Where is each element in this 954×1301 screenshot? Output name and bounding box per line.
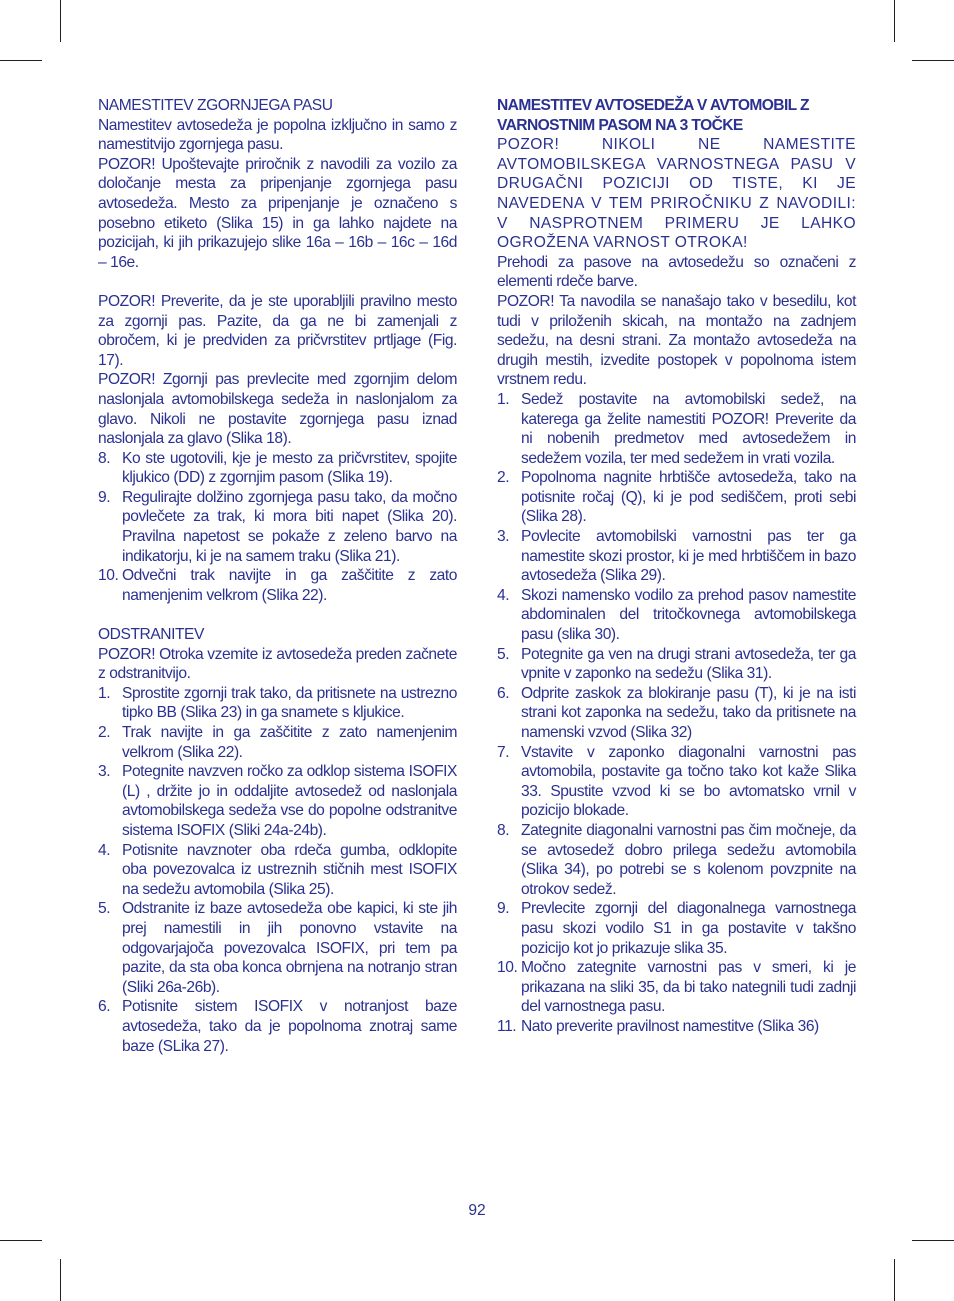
list-number: 7. xyxy=(497,743,510,761)
list-text: Sedež postavite na avtomobilski sedež, na katerega ga želite namestiti POZOR! Preverite da ni nobenih predmetov med avtosedežem in sedežem vozila, ter med sedežem in vrati vozila. xyxy=(521,390,856,467)
warning-paragraph: POZOR! Ta navodila se nanašajo tako v besedilu, kot tudi v priloženih skicah, na montažo na zadnjem sedežu, na desni strani. Za montažo avtosedeža na drugih mestih, izvedite postopek v popolnoma istem vrstnem redu. xyxy=(497,292,856,389)
list-item xyxy=(98,449,457,488)
paragraph: Namestitev avtosedeža je popolna izključno in samo z namestitvijo zgornjega pasu. xyxy=(98,116,457,154)
list-number: 9. xyxy=(98,488,111,506)
list-text: Trak navijte in ga zaščitite z zato namenjenim velkrom (Slika 22). xyxy=(122,724,457,761)
list-number: 10. xyxy=(497,959,518,977)
list-item xyxy=(497,645,856,684)
left-column xyxy=(98,96,457,1056)
list-text: Potisnite sistem ISOFIX v notranjost baze avtosedeža, tako da je popolnoma znotraj same baze (SLika 27). xyxy=(122,998,457,1055)
crop-mark xyxy=(0,1240,42,1241)
installation-steps-list xyxy=(497,390,856,1037)
list-item xyxy=(497,684,856,743)
list-text: Zategnite diagonalni varnostni pas čim močneje, da se avtosedež dobro prilega sedežu avtomobila (Slika 34), po potrebi se s kolenom povzpnite na otrokov sedež. xyxy=(521,821,856,898)
steps-list xyxy=(98,449,457,606)
warning-paragraph: POZOR! Preverite, da je ste uporabljili pravilno mesto za zgornji pas. Pazite, da ga ne bi zamenjali z obročem, ki je predviden za pričvrstitev prtljage (Fig. 17). xyxy=(98,292,457,369)
crop-mark xyxy=(60,1259,61,1301)
list-item xyxy=(98,762,457,840)
crop-mark xyxy=(0,60,42,61)
crop-mark xyxy=(894,0,895,42)
list-number: 1. xyxy=(497,390,510,408)
list-item xyxy=(98,997,457,1056)
list-text: Sprostite zgornji trak tako, da pritisnete na ustrezno tipko BB (Slika 23) in ga snamete s kljukice. xyxy=(122,684,457,722)
list-number: 6. xyxy=(497,684,510,702)
crop-mark xyxy=(894,1259,895,1301)
list-text: Regulirajte dolžino zgornjega pasu tako, da močno povlečete za trak, ki mora biti napet (Slika 20). Pravilna napetost se pokaže z zeleno barvo na indikatorju, ki je na samem traku (Slika 21). xyxy=(122,488,457,565)
list-number: 11. xyxy=(497,1017,517,1035)
list-item xyxy=(497,958,856,1017)
paragraph: Prehodi za pasove na avtosedežu so označeni z elementi rdeče barve. xyxy=(497,253,856,291)
spacer xyxy=(98,605,457,625)
list-item xyxy=(98,841,457,900)
list-item xyxy=(98,723,457,762)
removal-steps-list xyxy=(98,684,457,1056)
list-text: Močno zategnite varnostni pas v smeri, ki je prikazana na sliki 35, da bi tako nategnili tudi zadnji del varnostnega pasu. xyxy=(521,959,856,1016)
section-heading-upper-belt: NAMESTITEV ZGORNJEGA PASU xyxy=(98,97,333,114)
list-item xyxy=(497,743,856,821)
list-number: 5. xyxy=(497,645,510,663)
list-text: Potisnite navznoter oba rdeča gumba, odklopite oba povezovalca iz ustreznih stičnih mest ISOFIX na sedežu avtomobila (Slika 25). xyxy=(122,841,457,898)
list-text: Nato preverite pravilnost namestitve (Slika 36) xyxy=(521,1017,819,1035)
list-text: Potegnite navzven ročko za odklop sistema ISOFIX (L) , držite jo in oddaljite avtosedež od naslonjala avtomobilskega sedeža vse do popolne odstranitve sistema ISOFIX (Sliki 24a-24b). xyxy=(122,763,457,839)
list-item xyxy=(497,1017,856,1037)
section-heading-removal: ODSTRANITEV xyxy=(98,626,204,644)
list-number: 3. xyxy=(497,528,510,546)
right-column xyxy=(497,96,856,1037)
list-number: 8. xyxy=(497,821,510,839)
list-item xyxy=(98,566,457,605)
crop-mark xyxy=(912,1240,954,1241)
list-item xyxy=(98,684,457,723)
list-number: 2. xyxy=(497,469,510,487)
list-number: 8. xyxy=(98,449,111,467)
list-text: Potegnite ga ven na drugi strani avtosedeža, ter ga vpnite v zaponko na sedežu (Slika 31). xyxy=(521,645,856,683)
list-text: Vstavite v zaponko diagonalni varnostni pas avtomobila, postavite ga točno tako kot kaže Slika 33. Spustite vzvod ki se bo avtomatsko vrnil v pozicijo blokade. xyxy=(521,743,856,820)
list-number: 2. xyxy=(98,724,111,741)
warning-paragraph: POZOR! Otroka vzemite iz avtosedeža preden začnete z odstranitvijo. xyxy=(98,645,457,683)
list-text: Prevlecite zgornji del diagonalnega varnostnega pasu skozi vodilo S1 in ga postavite v takšno pozicijo kot jo prikazuje slika 35. xyxy=(521,900,856,957)
list-text: Odstranite iz baze avtosedeža obe kapici, ki ste jih prej namestili in jih ponovno vstavite na odgovarjajoča povezovalca ISOFIX, pri tem pa pazite, da sta oba konca obrnjena na notranjo stran (Sliki 26a-26b). xyxy=(122,900,457,996)
crop-mark xyxy=(912,60,954,61)
list-item xyxy=(497,586,856,645)
section-heading-3-point-belt: NAMESTITEV AVTOSEDEŽA V AVTOMOBIL Z VARNOSTNIM PASOM NA 3 TOČKE xyxy=(497,97,809,134)
spacer xyxy=(98,272,457,292)
list-item xyxy=(98,899,457,997)
list-number: 4. xyxy=(98,841,111,859)
list-item xyxy=(497,527,856,586)
list-text: Odvečni trak navijte in ga zaščitite z zato namenjenim velkrom (Slika 22). xyxy=(122,567,457,604)
list-item xyxy=(497,821,856,899)
list-number: 4. xyxy=(497,586,510,604)
list-number: 3. xyxy=(98,763,111,781)
list-number: 1. xyxy=(98,684,111,702)
list-item xyxy=(497,899,856,958)
list-text: Povlecite avtomobilski varnostni pas ter ga namestite skozi prostor, ki je med hrbtiščem in bazo avtosedeža (Slika 29). xyxy=(521,528,856,585)
list-text: Odprite zaskok za blokiranje pasu (T), ki je na isti strani kot zaponka na sedežu, tako da pritisnete na namenski vzvod (Slika 32) xyxy=(521,684,856,741)
list-item xyxy=(497,390,856,468)
warning-uppercase: POZOR! NIKOLI NE NAMESTITE AVTOMOBILSKEGA VARNOSTNEGA PASU V DRUGAČNI POZICIJI OD TISTE, KI JE NAVEDENA V TEM PRIROČNIKU Z NAVODILI: V NASPROTNEM PRIMERU JE LAHKO OGROŽENA VARNOST OTROKA! xyxy=(497,136,856,252)
warning-paragraph: POZOR! Zgornji pas prevlecite med zgornjim delom naslonjala avtomobilskega sedeža in naslonjalom za glavo. Nikoli ne postavite zgornjega pasu iznad naslonjala za glavo (Slika 18). xyxy=(98,371,457,448)
list-text: Ko ste ugotovili, kje je mesto za pričvrstitev, spojite kljukico (DD) z zgornjim pasom (Slika 19). xyxy=(122,449,457,487)
list-item xyxy=(98,488,457,566)
page-number: 92 xyxy=(468,1202,486,1219)
crop-mark xyxy=(60,0,61,42)
list-text: Skozi namensko vodilo za prehod pasov namestite abdominalen del tritočkovnega avtomobilskega pasu (slika 30). xyxy=(521,586,856,644)
list-number: 6. xyxy=(98,998,111,1016)
list-text: Popolnoma nagnite hrbtišče avtosedeža, tako na potisnite ročaj (Q), ki je pod sediščem, proti sebi (Slika 28). xyxy=(521,469,856,526)
list-number: 5. xyxy=(98,900,111,918)
warning-paragraph: POZOR! Upoštevajte priročnik z navodili za vozilo za določanje mesta za pripenjanje zgornjega pasu avtosedeža. Mesto za pripenjanje je označeno s posebno etiketo (Slika 15) in ga lahko najdete na pozicijah, ki jih prikazujejo slike 16a – 16b – 16c – 16d – 16e. xyxy=(98,155,457,271)
list-number: 9. xyxy=(497,900,510,918)
list-item xyxy=(497,468,856,527)
list-number: 10. xyxy=(98,567,119,585)
